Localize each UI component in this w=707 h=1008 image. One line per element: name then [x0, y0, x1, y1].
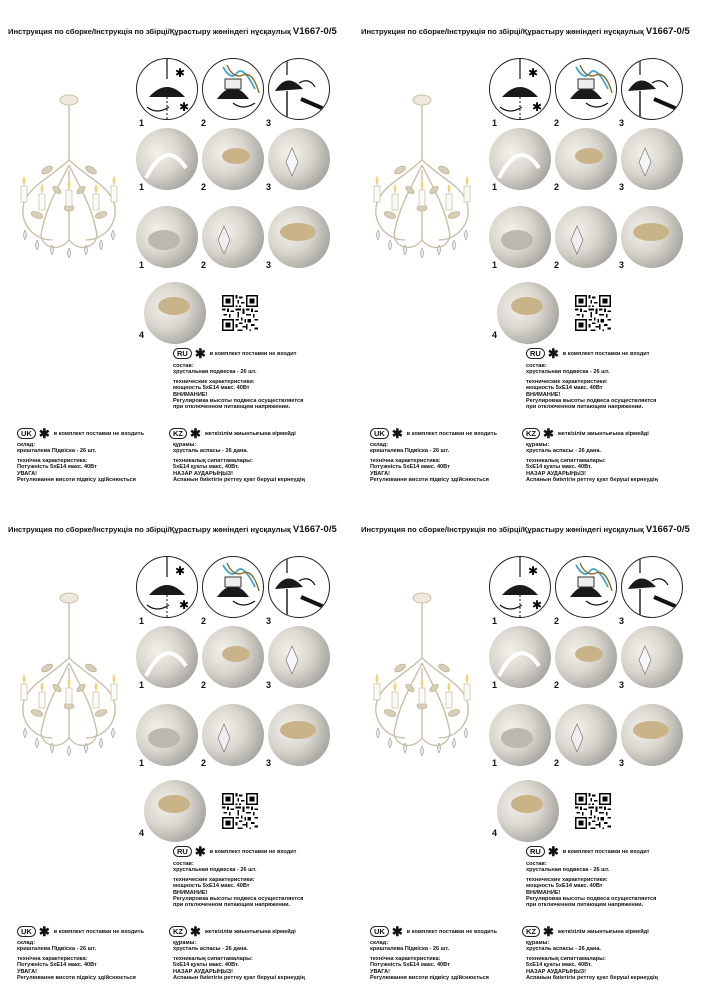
- ru-header: RU ✱ в комплект поставки не входит: [526, 846, 649, 857]
- instruction-panel: Инструкция по сборке/Інструкція по збірці/Құрастыру жөніндегі нұсқаулық V1667-0/5 ✱ ✱ 1 2 3 1 2 3 1 2 3 4 RU ✱ в комплект поставки не входит состав: хрустальная подвеска - 26 шт. технические характеристики: мощность 5xE14 макс. 40Вт ВНИМАНИЕ! Регулировка высоты подвеса осуществляется при отключенном питающем напряжении. UK ✱ в комплект поставки не входить склад: кришталева Підвіска - 26 шт. технічна характеристика: Потужність 5xE14 макс. 40Вт УВАГА! Регулювання висоти підвісу здійснюється KZ ✱ жеткізілім жиынтығына кірмейді құрамы: хрусталь аспасы - 26 дана. техникалық сипаттамалары: 5xE14 қуаты макс. 40Вт. НАЗАР АУДАРЫҢЫЗ! Аспанын биіктігін реттеу қуат берушi кернеудің: [8, 524, 337, 982]
- uk-badge: UK: [370, 428, 389, 439]
- step-photo-6: [621, 704, 683, 766]
- kz-header: KZ ✱ жеткізілім жиынтығына кірмейді: [522, 926, 649, 937]
- step-photo-6: [621, 206, 683, 268]
- step-diagram-1: [136, 556, 198, 618]
- asterisk-icon: ✱: [547, 844, 559, 859]
- ru-text: состав: хрустальная подвеска - 26 шт. технические характеристики: мощность 5xE14 макс. 40Вт ВНИМАНИЕ! Регулировка высоты подвеса осуществляется при отключенном питающем напряжении.: [173, 363, 304, 411]
- step-photo-1: [136, 626, 198, 688]
- uk-badge: UK: [17, 926, 36, 937]
- step-diagram-2: [555, 58, 617, 120]
- ru-header: RU ✱ в комплект поставки не входит: [526, 348, 649, 359]
- instruction-title: Инструкция по сборке/Інструкція по збірці/Құрастыру жөніндегі нұсқаулық V1667-0/5: [8, 524, 337, 535]
- svg-text:✱: ✱: [528, 564, 539, 578]
- svg-text:✱: ✱: [175, 66, 186, 80]
- asterisk-icon: ✱: [194, 844, 206, 859]
- step-diagram-1: [489, 58, 551, 120]
- step-photo-4: [489, 704, 551, 766]
- step-photo-6: [268, 704, 330, 766]
- step-photo-4: [136, 206, 198, 268]
- ru-badge: RU: [173, 846, 192, 857]
- step-photo-2: [202, 626, 264, 688]
- asterisk-icon: ✱: [543, 924, 554, 939]
- kz-text: құрамы: хрусталь аспасы - 26 дана. техникалық сипаттамалары: 5xE14 қуаты макс. 40Вт. НАЗАР АУДАРЫҢЫЗ! Аспанын биіктігін реттеу қуат берушi кернеудің: [526, 940, 658, 982]
- step-photo-3: [268, 128, 330, 190]
- uk-header: UK ✱ в комплект поставки не входить: [17, 926, 144, 937]
- chandelier-illustration: [360, 588, 480, 778]
- kz-badge: KZ: [169, 926, 187, 937]
- svg-text:✱: ✱: [532, 100, 543, 114]
- uk-badge: UK: [370, 926, 389, 937]
- chandelier-illustration: [7, 90, 127, 280]
- kz-badge: KZ: [522, 926, 540, 937]
- step-diagram-2: [202, 556, 264, 618]
- step-photo-7: [144, 282, 206, 344]
- kz-badge: KZ: [522, 428, 540, 439]
- ru-text: состав: хрустальная подвеска - 26 шт. технические характеристики: мощность 5xE14 макс. 40Вт ВНИМАНИЕ! Регулировка высоты подвеса осуществляется при отключенном питающем напряжении.: [526, 363, 657, 411]
- chandelier-illustration: [360, 90, 480, 280]
- step-photo-5: [202, 206, 264, 268]
- ru-text: состав: хрустальная подвеска - 26 шт. технические характеристики: мощность 5xE14 макс. 40Вт ВНИМАНИЕ! Регулировка высоты подвеса осуществляется при отключенном питающем напряжении.: [526, 861, 657, 909]
- asterisk-icon: ✱: [391, 426, 403, 441]
- uk-badge: UK: [17, 428, 36, 439]
- ru-badge: RU: [526, 348, 545, 359]
- step-photo-5: [555, 206, 617, 268]
- ru-header: RU ✱ в комплект поставки не входит: [173, 846, 296, 857]
- kz-text: құрамы: хрусталь аспасы - 26 дана. техникалық сипаттамалары: 5xE14 қуаты макс. 40Вт. НАЗАР АУДАРЫҢЫЗ! Аспанын биіктігін реттеу қуат берушi кернеудің: [173, 940, 305, 982]
- svg-text:✱: ✱: [532, 598, 543, 612]
- uk-header: UK ✱ в комплект поставки не входить: [17, 428, 144, 439]
- step-photo-3: [268, 626, 330, 688]
- step-diagram-2: [202, 58, 264, 120]
- step-photo-4: [136, 704, 198, 766]
- kz-header: KZ ✱ жеткізілім жиынтығына кірмейді: [522, 428, 649, 439]
- ru-header: RU ✱ в комплект поставки не входит: [173, 348, 296, 359]
- instruction-panel: Инструкция по сборке/Інструкція по збірці/Құрастыру жөніндегі нұсқаулық V1667-0/5 ✱ ✱ 1 2 3 1 2 3 1 2 3 4 RU ✱ в комплект поставки не входит состав: хрустальная подвеска - 26 шт. технические характеристики: мощность 5xE14 макс. 40Вт ВНИМАНИЕ! Регулировка высоты подвеса осуществляется при отключенном питающем напряжении. UK ✱ в комплект поставки не входить склад: кришталева Підвіска - 26 шт. технічна характеристика: Потужність 5xE14 макс. 40Вт УВАГА! Регулювання висоти підвісу здійснюється KZ ✱ жеткізілім жиынтығына кірмейді құрамы: хрусталь аспасы - 26 дана. техникалық сипаттамалары: 5xE14 қуаты макс. 40Вт. НАЗАР АУДАРЫҢЫЗ! Аспанын биіктігін реттеу қуат берушi кернеудің: [8, 26, 337, 484]
- kz-badge: KZ: [169, 428, 187, 439]
- chandelier-illustration: [7, 588, 127, 778]
- svg-text:✱: ✱: [179, 100, 190, 114]
- svg-text:✱: ✱: [175, 564, 186, 578]
- step-photo-2: [202, 128, 264, 190]
- kz-text: құрамы: хрусталь аспасы - 26 дана. техникалық сипаттамалары: 5xE14 қуаты макс. 40Вт. НАЗАР АУДАРЫҢЫЗ! Аспанын биіктігін реттеу қуат берушi кернеудің: [526, 442, 658, 484]
- step-photo-2: [555, 128, 617, 190]
- step-photo-4: [489, 206, 551, 268]
- uk-text: склад: кришталева Підвіска - 26 шт. технічна характеристика: Потужність 5xE14 макс. 40Вт УВАГА! Регулювання висоти підвісу здійснюється: [370, 940, 489, 982]
- asterisk-icon: ✱: [543, 426, 554, 441]
- step-photo-7: [497, 780, 559, 842]
- instruction-panel: Инструкция по сборке/Інструкція по збірці/Құрастыру жөніндегі нұсқаулық V1667-0/5 ✱ ✱ 1 2 3 1 2 3 1 2 3 4 RU ✱ в комплект поставки не входит состав: хрустальная подвеска - 26 шт. технические характеристики: мощность 5xE14 макс. 40Вт ВНИМАНИЕ! Регулировка высоты подвеса осуществляется при отключенном питающем напряжении. UK ✱ в комплект поставки не входить склад: кришталева Підвіска - 26 шт. технічна характеристика: Потужність 5xE14 макс. 40Вт УВАГА! Регулювання висоти підвісу здійснюється KZ ✱ жеткізілім жиынтығына кірмейді құрамы: хрусталь аспасы - 26 дана. техникалық сипаттамалары: 5xE14 қуаты макс. 40Вт. НАЗАР АУДАРЫҢЫЗ! Аспанын биіктігін реттеу қуат берушi кернеудің: [361, 26, 690, 484]
- step-diagram-1: [136, 58, 198, 120]
- qr-code: [575, 793, 611, 829]
- svg-text:✱: ✱: [528, 66, 539, 80]
- step-diagram-3: [621, 58, 683, 120]
- step-photo-7: [144, 780, 206, 842]
- step-photo-3: [621, 128, 683, 190]
- asterisk-icon: ✱: [194, 346, 206, 361]
- step-photo-5: [555, 704, 617, 766]
- ru-badge: RU: [526, 846, 545, 857]
- kz-header: KZ ✱ жеткізілім жиынтығына кірмейді: [169, 428, 296, 439]
- asterisk-icon: ✱: [391, 924, 403, 939]
- asterisk-icon: ✱: [38, 924, 50, 939]
- kz-text: құрамы: хрусталь аспасы - 26 дана. техникалық сипаттамалары: 5xE14 қуаты макс. 40Вт. НАЗАР АУДАРЫҢЫЗ! Аспанын биіктігін реттеу қуат берушi кернеудің: [173, 442, 305, 484]
- ru-badge: RU: [173, 348, 192, 359]
- instruction-title: Инструкция по сборке/Інструкція по збірці/Құрастыру жөніндегі нұсқаулық V1667-0/5: [8, 26, 337, 37]
- instruction-title: Инструкция по сборке/Інструкція по збірці/Құрастыру жөніндегі нұсқаулық V1667-0/5: [361, 26, 690, 37]
- step-photo-1: [489, 128, 551, 190]
- step-photo-3: [621, 626, 683, 688]
- uk-text: склад: кришталева Підвіска - 26 шт. технічна характеристика: Потужність 5xE14 макс. 40Вт УВАГА! Регулювання висоти підвісу здійснюється: [370, 442, 489, 484]
- step-photo-5: [202, 704, 264, 766]
- kz-header: KZ ✱ жеткізілім жиынтығына кірмейді: [169, 926, 296, 937]
- instruction-panel: Инструкция по сборке/Інструкція по збірці/Құрастыру жөніндегі нұсқаулық V1667-0/5 ✱ ✱ 1 2 3 1 2 3 1 2 3 4 RU ✱ в комплект поставки не входит состав: хрустальная подвеска - 26 шт. технические характеристики: мощность 5xE14 макс. 40Вт ВНИМАНИЕ! Регулировка высоты подвеса осуществляется при отключенном питающем напряжении. UK ✱ в комплект поставки не входить склад: кришталева Підвіска - 26 шт. технічна характеристика: Потужність 5xE14 макс. 40Вт УВАГА! Регулювання висоти підвісу здійснюється KZ ✱ жеткізілім жиынтығына кірмейді құрамы: хрусталь аспасы - 26 дана. техникалық сипаттамалары: 5xE14 қуаты макс. 40Вт. НАЗАР АУДАРЫҢЫЗ! Аспанын биіктігін реттеу қуат берушi кернеудің: [361, 524, 690, 982]
- uk-text: склад: кришталева Підвіска - 26 шт. технічна характеристика: Потужність 5xE14 макс. 40Вт УВАГА! Регулювання висоти підвісу здійснюється: [17, 940, 136, 982]
- step-photo-1: [489, 626, 551, 688]
- step-diagram-3: [621, 556, 683, 618]
- asterisk-icon: ✱: [190, 924, 201, 939]
- qr-code: [575, 295, 611, 331]
- step-diagram-3: [268, 58, 330, 120]
- step-photo-6: [268, 206, 330, 268]
- uk-header: UK ✱ в комплект поставки не входить: [370, 428, 497, 439]
- qr-code: [222, 295, 258, 331]
- svg-text:✱: ✱: [179, 598, 190, 612]
- asterisk-icon: ✱: [38, 426, 50, 441]
- ru-text: состав: хрустальная подвеска - 26 шт. технические характеристики: мощность 5xE14 макс. 40Вт ВНИМАНИЕ! Регулировка высоты подвеса осуществляется при отключенном питающем напряжении.: [173, 861, 304, 909]
- step-photo-2: [555, 626, 617, 688]
- step-photo-1: [136, 128, 198, 190]
- step-diagram-1: [489, 556, 551, 618]
- instruction-title: Инструкция по сборке/Інструкція по збірці/Құрастыру жөніндегі нұсқаулық V1667-0/5: [361, 524, 690, 535]
- step-diagram-3: [268, 556, 330, 618]
- step-diagram-2: [555, 556, 617, 618]
- asterisk-icon: ✱: [547, 346, 559, 361]
- uk-header: UK ✱ в комплект поставки не входить: [370, 926, 497, 937]
- uk-text: склад: кришталева Підвіска - 26 шт. технічна характеристика: Потужність 5xE14 макс. 40Вт УВАГА! Регулювання висоти підвісу здійснюється: [17, 442, 136, 484]
- asterisk-icon: ✱: [190, 426, 201, 441]
- qr-code: [222, 793, 258, 829]
- step-photo-7: [497, 282, 559, 344]
